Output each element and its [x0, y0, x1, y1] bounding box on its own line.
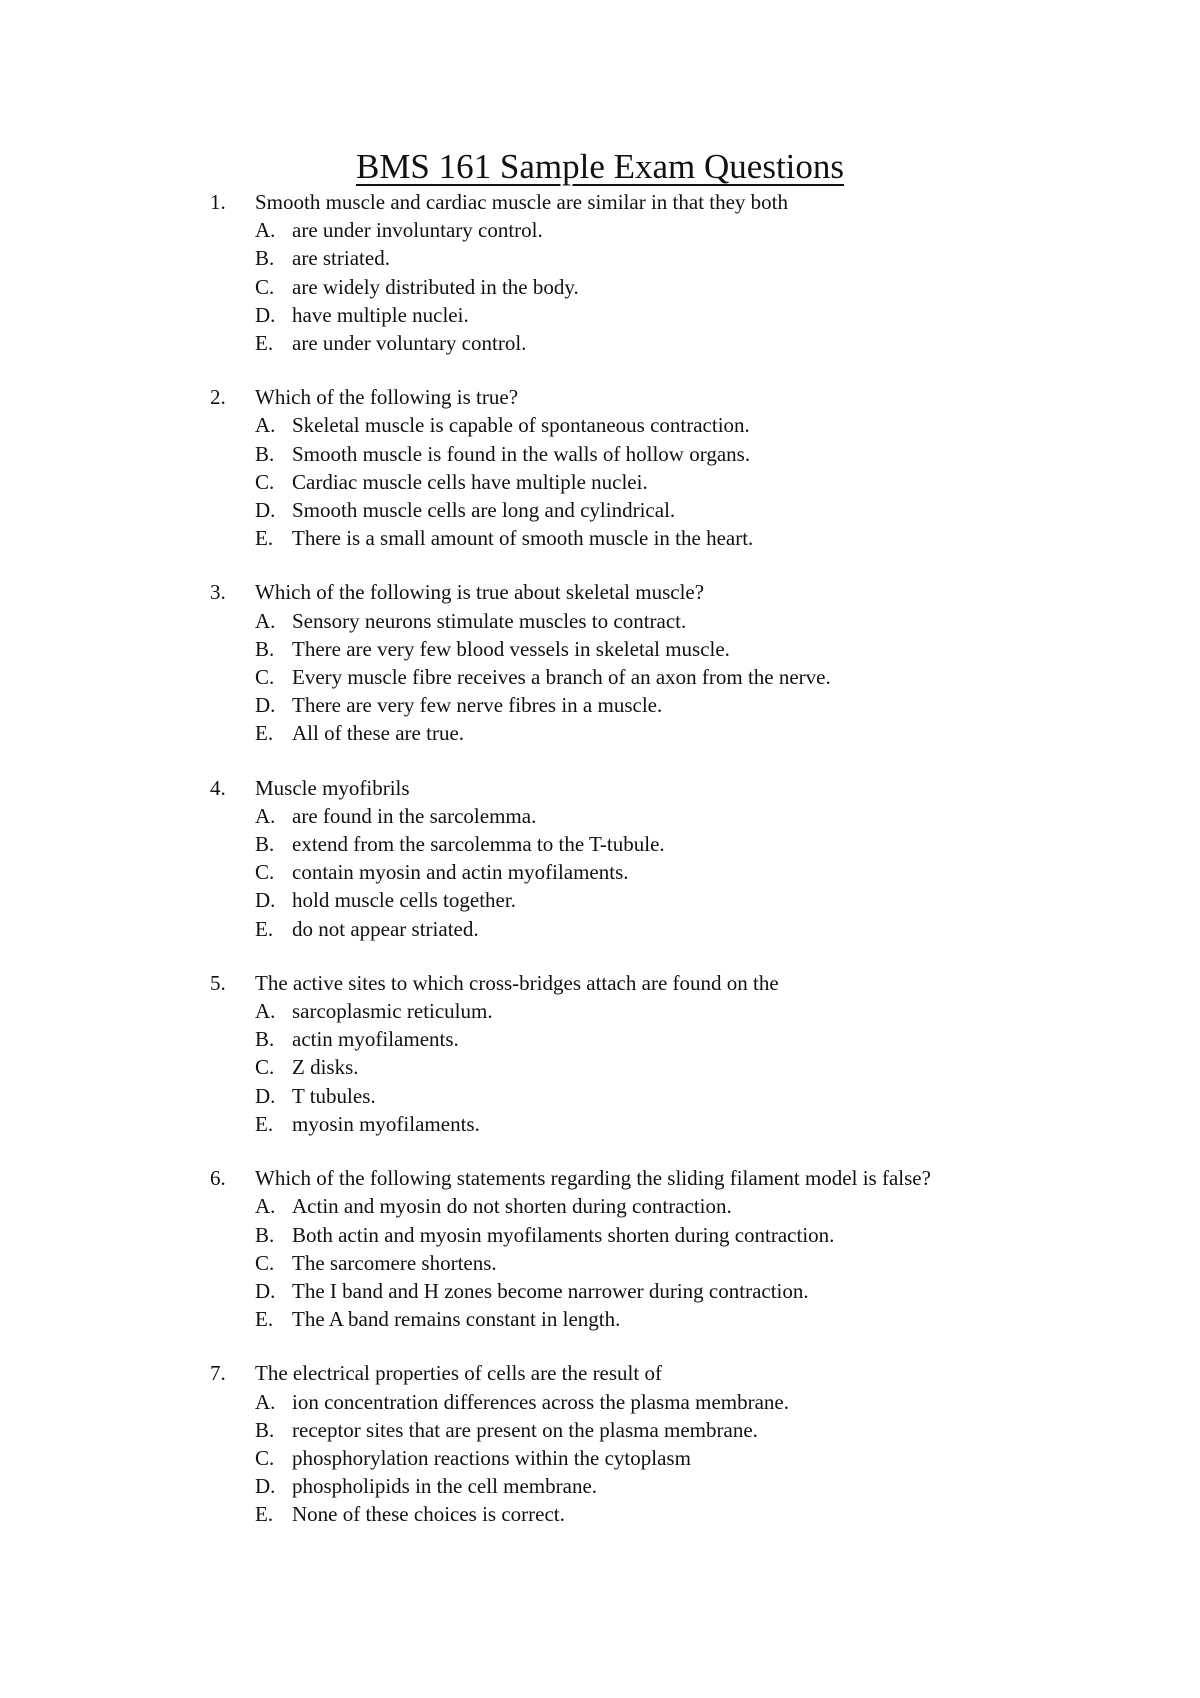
question-stem — [210, 969, 990, 997]
option-text: have multiple nuclei. — [292, 302, 469, 327]
question-stem — [210, 1164, 990, 1192]
option-text: There is a small amount of smooth muscle in the heart. — [292, 526, 754, 551]
option-text: sarcoplasmic reticulum. — [292, 999, 493, 1024]
option-letter: C. — [255, 1250, 275, 1275]
question-text: Which of the following statements regarding the sliding filament model is false? — [255, 1166, 931, 1191]
option-text: Smooth muscle is found in the walls of hollow organs. — [292, 441, 751, 466]
question-list — [210, 188, 990, 1555]
answer-option — [210, 1025, 990, 1053]
option-letter: C. — [255, 469, 275, 494]
answer-option — [210, 468, 990, 496]
option-letter: C. — [255, 274, 275, 299]
option-text: Both actin and myosin myofilaments shorten during contraction. — [292, 1222, 835, 1247]
question-number: 7. — [210, 1361, 226, 1386]
answer-option — [210, 329, 990, 357]
option-letter: B. — [255, 636, 275, 661]
option-letter: A. — [255, 413, 276, 438]
option-letter: C. — [255, 860, 275, 885]
option-text: hold muscle cells together. — [292, 888, 516, 913]
option-letter: B. — [255, 1027, 275, 1052]
answer-option — [210, 1500, 990, 1528]
option-text: The sarcomere shortens. — [292, 1250, 497, 1275]
option-letter: B. — [255, 441, 275, 466]
option-text: are widely distributed in the body. — [292, 274, 579, 299]
option-letter: E. — [255, 721, 274, 746]
option-text: receptor sites that are present on the plasma membrane. — [292, 1417, 758, 1442]
option-text: T tubules. — [292, 1083, 376, 1108]
option-text: contain myosin and actin myofilaments. — [292, 860, 629, 885]
option-text: The I band and H zones become narrower during contraction. — [292, 1278, 809, 1303]
question-6 — [210, 1164, 990, 1333]
option-text: are under involuntary control. — [292, 218, 543, 243]
question-stem — [210, 1359, 990, 1387]
question-number: 4. — [210, 775, 226, 800]
option-letter: D. — [255, 1474, 276, 1499]
answer-option — [210, 1110, 990, 1138]
answer-option — [210, 830, 990, 858]
question-text: Which of the following is true about skeletal muscle? — [255, 580, 705, 605]
option-letter: E. — [255, 526, 274, 551]
question-1 — [210, 188, 990, 357]
answer-option — [210, 1416, 990, 1444]
question-3 — [210, 578, 990, 747]
option-text: phosphorylation reactions within the cytoplasm — [292, 1445, 691, 1470]
answer-option — [210, 496, 990, 524]
question-text: Which of the following is true? — [255, 385, 519, 410]
answer-option — [210, 1192, 990, 1220]
option-text: do not appear striated. — [292, 916, 479, 941]
question-stem — [210, 383, 990, 411]
option-letter: B. — [255, 246, 275, 271]
option-letter: D. — [255, 1278, 276, 1303]
option-letter: E. — [255, 916, 274, 941]
answer-option — [210, 915, 990, 943]
option-letter: D. — [255, 693, 276, 718]
option-text: extend from the sarcolemma to the T-tubule. — [292, 832, 665, 857]
option-letter: C. — [255, 665, 275, 690]
option-text: There are very few blood vessels in skeletal muscle. — [292, 636, 730, 661]
answer-option — [210, 858, 990, 886]
option-text: Cardiac muscle cells have multiple nuclei. — [292, 469, 648, 494]
answer-option — [210, 663, 990, 691]
answer-option — [210, 524, 990, 552]
answer-option — [210, 607, 990, 635]
option-text: There are very few nerve fibres in a muscle. — [292, 693, 663, 718]
answer-option — [210, 1053, 990, 1081]
option-letter: E. — [255, 331, 274, 356]
question-7 — [210, 1359, 990, 1528]
option-letter: E. — [255, 1502, 274, 1527]
option-text: None of these choices is correct. — [292, 1502, 565, 1527]
answer-option — [210, 273, 990, 301]
option-letter: E. — [255, 1111, 274, 1136]
question-text: Smooth muscle and cardiac muscle are similar in that they both — [255, 190, 789, 214]
option-letter: B. — [255, 1417, 275, 1442]
answer-option — [210, 301, 990, 329]
question-stem — [210, 188, 990, 216]
option-letter: A. — [255, 1389, 276, 1414]
answer-option — [210, 719, 990, 747]
option-letter: D. — [255, 498, 276, 523]
option-letter: B. — [255, 1222, 275, 1247]
question-stem — [210, 774, 990, 802]
option-text: Z disks. — [292, 1055, 359, 1080]
option-letter: A. — [255, 803, 276, 828]
option-letter: B. — [255, 832, 275, 857]
question-text: Muscle myofibrils — [255, 775, 410, 800]
answer-option — [210, 802, 990, 830]
question-number: 3. — [210, 580, 226, 605]
option-text: phospholipids in the cell membrane. — [292, 1474, 598, 1499]
option-text: The A band remains constant in length. — [292, 1307, 621, 1332]
option-text: are under voluntary control. — [292, 331, 527, 356]
option-text: myosin myofilaments. — [292, 1111, 480, 1136]
answer-option — [210, 1221, 990, 1249]
option-text: All of these are true. — [292, 721, 465, 746]
option-text: Skeletal muscle is capable of spontaneous contraction. — [292, 413, 750, 438]
answer-option — [210, 1444, 990, 1472]
question-number: 1. — [210, 190, 226, 214]
option-text: are striated. — [292, 246, 390, 271]
answer-option — [210, 1082, 990, 1110]
answer-option — [210, 216, 990, 244]
option-letter: E. — [255, 1307, 274, 1332]
answer-option — [210, 1472, 990, 1500]
answer-option — [210, 1388, 990, 1416]
option-letter: D. — [255, 1083, 276, 1108]
option-letter: A. — [255, 999, 276, 1024]
option-letter: D. — [255, 302, 276, 327]
option-letter: D. — [255, 888, 276, 913]
option-text: Actin and myosin do not shorten during contraction. — [292, 1194, 732, 1219]
option-letter: C. — [255, 1445, 275, 1470]
question-text: The electrical properties of cells are the result of — [255, 1361, 662, 1386]
option-text: are found in the sarcolemma. — [292, 803, 537, 828]
question-number: 5. — [210, 970, 226, 995]
question-number: 2. — [210, 385, 226, 410]
question-number: 6. — [210, 1166, 226, 1191]
answer-option — [210, 440, 990, 468]
question-2 — [210, 383, 990, 552]
answer-option — [210, 1249, 990, 1277]
document-title: BMS 161 Sample Exam Questions — [355, 147, 845, 186]
option-letter: A. — [255, 218, 276, 243]
option-text: ion concentration differences across the plasma membrane. — [292, 1389, 789, 1414]
answer-option — [210, 635, 990, 663]
answer-option — [210, 691, 990, 719]
option-letter: A. — [255, 1194, 276, 1219]
answer-option — [210, 411, 990, 439]
option-letter: C. — [255, 1055, 275, 1080]
option-text: actin myofilaments. — [292, 1027, 459, 1052]
option-text: Smooth muscle cells are long and cylindrical. — [292, 498, 676, 523]
option-text: Sensory neurons stimulate muscles to contract. — [292, 608, 687, 633]
question-stem — [210, 578, 990, 606]
question-5 — [210, 969, 990, 1138]
answer-option — [210, 1277, 990, 1305]
option-letter: A. — [255, 608, 276, 633]
question-4 — [210, 774, 990, 943]
answer-option — [210, 886, 990, 914]
answer-option — [210, 997, 990, 1025]
option-text: Every muscle fibre receives a branch of an axon from the nerve. — [292, 665, 831, 690]
question-text: The active sites to which cross-bridges attach are found on the — [255, 970, 779, 995]
answer-option — [210, 244, 990, 272]
answer-option — [210, 1305, 990, 1333]
